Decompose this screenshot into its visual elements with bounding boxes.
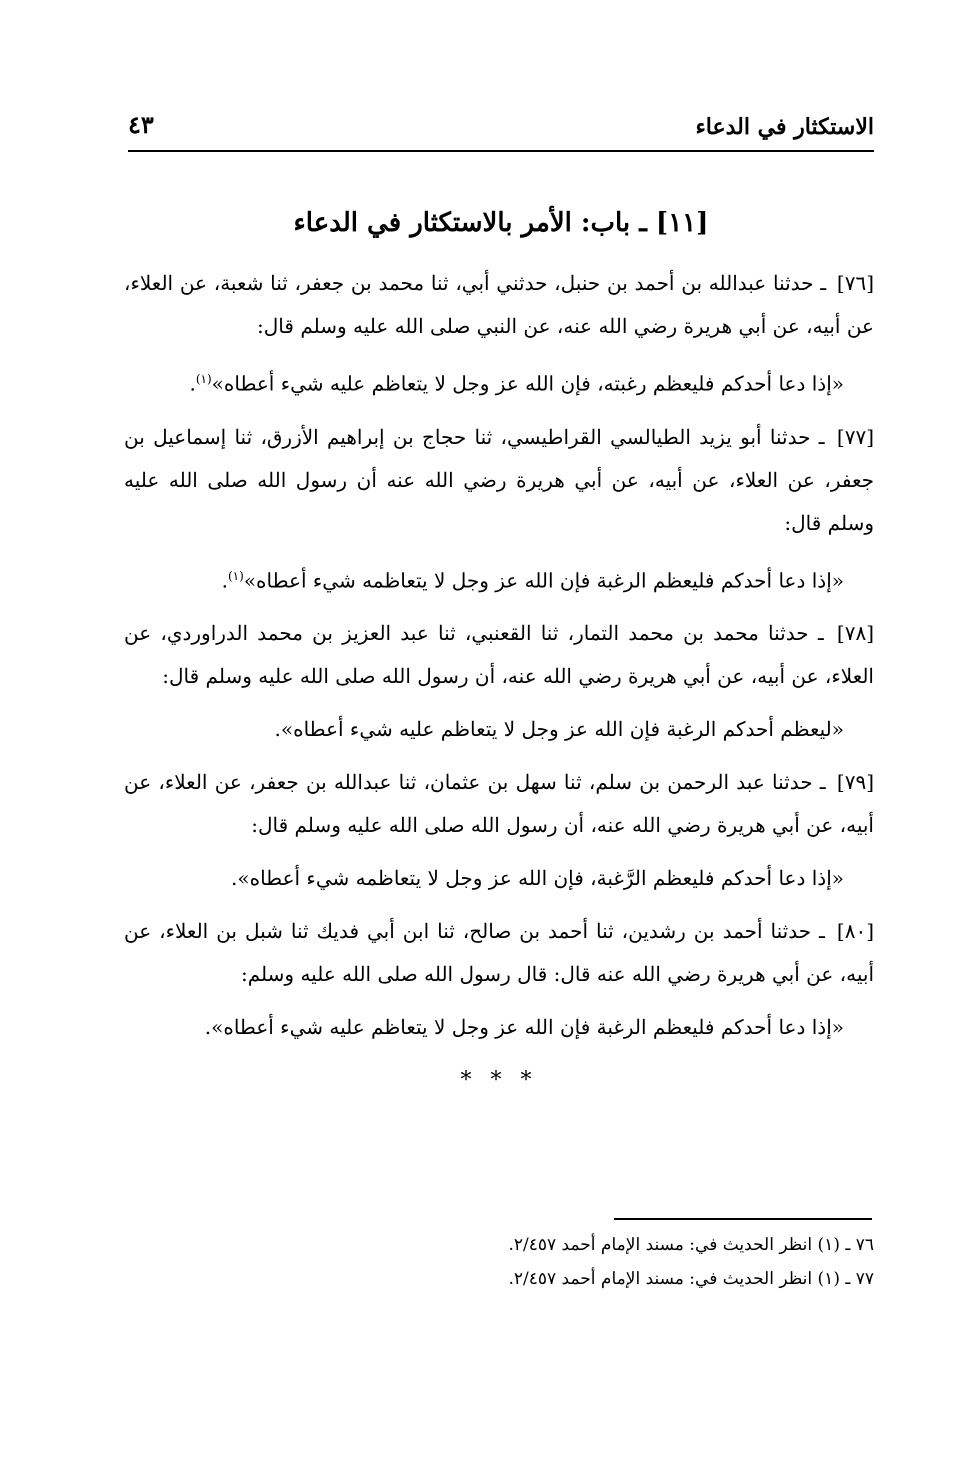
running-title: الاستكثار في الدعاء bbox=[695, 114, 874, 140]
isnad-text: ـ حدثنا أحمد بن رشدين، ثنا أحمد بن صالح، ثنا ابن أبي فديك ثنا شبل بن العلاء، عن أبيه، عن أبي هريرة رضي الله عنه قال: قال رسول الله صلى الله عليه وسلم: bbox=[124, 919, 874, 987]
footnote-ref[interactable]: (١) bbox=[227, 568, 244, 583]
chapter-heading: [١١] ـ باب: الأمر بالاستكثار في الدعاء bbox=[293, 208, 709, 238]
hadith-number: [٧٦] bbox=[836, 271, 874, 295]
hadith-isnad-79 bbox=[124, 761, 874, 847]
hadith-isnad-80 bbox=[124, 910, 874, 996]
hadith-number: [٧٧] bbox=[836, 424, 874, 449]
matn-text: «إذا دعا أحدكم فليعظم الرغبة فإن الله عز وجل لا يتعاظمه شيء أعطاه» bbox=[243, 568, 844, 593]
hadith-isnad-78 bbox=[124, 612, 874, 698]
hadith-isnad-77 bbox=[124, 416, 874, 545]
hadith-matn-78 bbox=[124, 708, 874, 751]
isnad-text: ـ حدثنا عبدالله بن أحمد بن حنبل، حدثني أبي، ثنا محمد بن جعفر، ثنا شعبة، عن العلاء، عن أبيه، عن أبي هريرة رضي الله عنه، عن النبي صلى الله عليه وسلم قال: bbox=[124, 271, 874, 338]
footnotes bbox=[124, 1228, 874, 1296]
footnote-ref[interactable]: (١) bbox=[195, 372, 212, 386]
matn-text: «ليعظم أحدكم الرغبة فإن الله عز وجل لا يتعاظم عليه شيء أعطاه». bbox=[274, 717, 844, 742]
matn-text: «إذا دعا أحدكم فليعظم الرغبة فإن الله عز وجل لا يتعاظم عليه شيء أعطاه». bbox=[204, 1015, 844, 1040]
hadith-number: [٧٨] bbox=[836, 621, 875, 646]
main-text bbox=[124, 262, 874, 1102]
page-number: ٤٣ bbox=[128, 110, 154, 139]
isnad-text: ـ حدثنا عبد الرحمن بن سلم، ثنا سهل بن عثمان، ثنا عبدالله بن جعفر، عن العلاء، عن أبيه، عن أبي هريرة رضي الله عنه، أن رسول الله صلى الله عليه وسلم قال: bbox=[124, 770, 874, 838]
hadith-matn-79 bbox=[124, 857, 874, 900]
matn-end: . bbox=[189, 371, 196, 396]
isnad-text: ـ حدثنا محمد بن محمد التمار، ثنا القعنبي، ثنا عبد العزيز بن محمد الدراوردي، عن العلاء، عن أبيه، عن أبي هريرة رضي الله عنه، أن رسول الله صلى الله عليه وسلم قال: bbox=[124, 621, 874, 689]
isnad-text: ـ حدثنا أبو يزيد الطيالسي القراطيسي، ثنا حجاج بن إبراهيم الأزرق، ثنا إسماعيل بن جعفر، عن العلاء، عن أبيه، عن أبي هريرة رضي الله عنه أن رسول الله صلى الله عليه وسلم قال: bbox=[124, 424, 874, 535]
header-rule bbox=[128, 150, 874, 152]
footnote-76: ٧٦ ـ (١) انظر الحديث في: مسند الإمام أحمد ٢/٤٥٧. bbox=[508, 1235, 874, 1255]
hadith-matn-80 bbox=[124, 1006, 874, 1049]
matn-text: «إذا دعا أحدكم فليعظم رغبته، فإن الله عز وجل لا يتعاظم عليه شيء أعطاه» bbox=[211, 371, 844, 396]
hadith-matn-77 bbox=[124, 555, 874, 603]
hadith-number: [٨٠] bbox=[836, 919, 875, 944]
running-header bbox=[128, 108, 874, 148]
section-separator: * * * bbox=[460, 1068, 538, 1094]
hadith-isnad-76 bbox=[124, 262, 874, 348]
hadith-matn-76 bbox=[124, 358, 874, 406]
hadith-number: [٧٩] bbox=[836, 770, 874, 795]
matn-text: «إذا دعا أحدكم فليعظم الرَّغبة، فإن الله عز وجل لا يتعاظمه شيء أعطاه». bbox=[231, 866, 844, 891]
matn-end: . bbox=[221, 568, 228, 593]
footnote-77: ٧٧ ـ (١) انظر الحديث في: مسند الإمام أحمد ٢/٤٥٧. bbox=[508, 1269, 874, 1289]
footnote-rule bbox=[614, 1218, 872, 1220]
